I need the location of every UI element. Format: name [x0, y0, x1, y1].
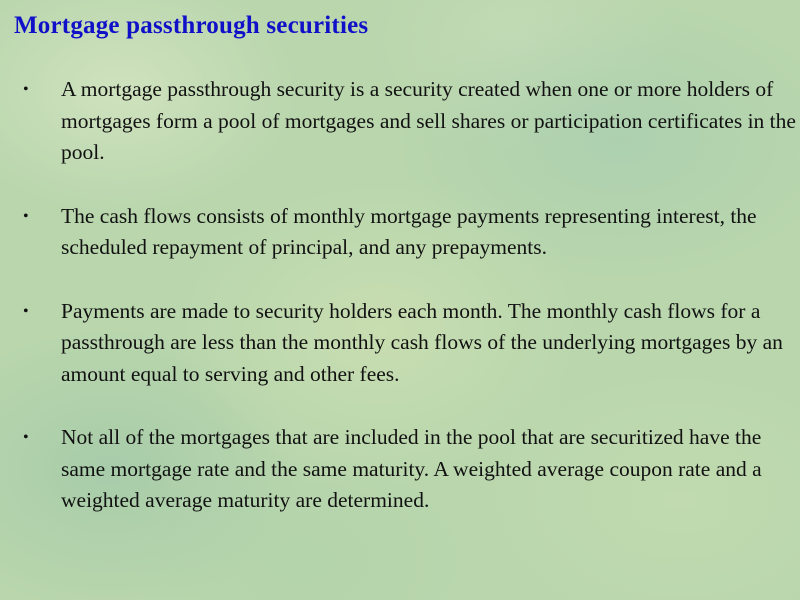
bullet-dot-icon: • [23, 207, 29, 225]
bullet-list [0, 74, 800, 517]
bullet-item [0, 201, 800, 264]
bullet-dot-icon: • [23, 81, 29, 98]
bullet-text: Not all of the mortgages that are included in the pool that are securitized have the same mortgage rate and the same maturity. A weighted average coupon rate and a weighted average maturity are determined. [61, 425, 762, 512]
bullet-text: Payments are made to security holders each month. The monthly cash flows for a passthrough are less than the monthly cash flows of the underlying mortgages by an amount equal to serving and other fees. [61, 298, 783, 386]
bullet-dot-icon: • [23, 302, 29, 320]
bullet-text: A mortgage passthrough security is a security created when one or more holders of mortgages form a pool of mortgages and sell shares or participation certificates in the pool. [61, 77, 796, 164]
bullet-text: The cash flows consists of monthly mortgage payments representing interest, the scheduled repayment of principal, and any prepayments. [61, 203, 757, 259]
bullet-dot-icon: • [23, 429, 29, 446]
bullet-item [0, 74, 800, 169]
slide-title: Mortgage passthrough securities [14, 12, 369, 39]
bullet-item [0, 422, 800, 517]
bullet-item [0, 296, 800, 391]
